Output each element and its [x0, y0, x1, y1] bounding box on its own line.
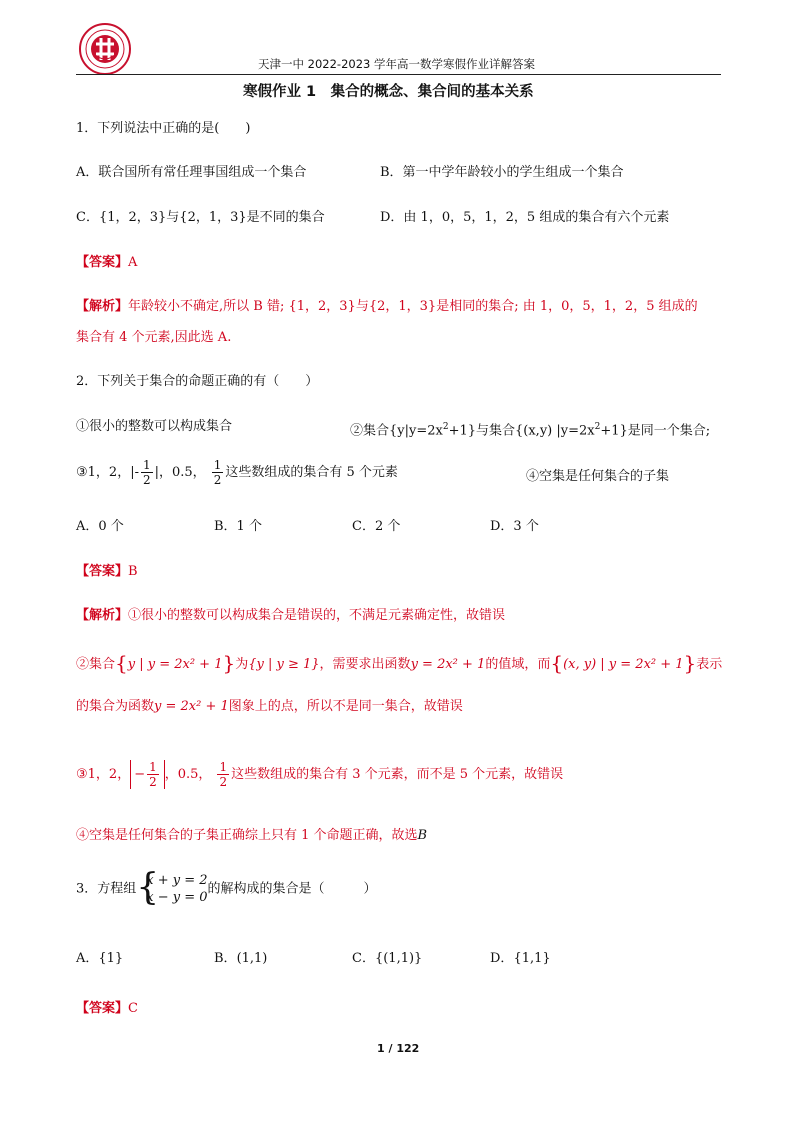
analysis-text: 图象上的点，所以不是同一集合，故错误: [228, 699, 463, 714]
q1-answer: [76, 254, 137, 272]
left-brace: {: [115, 651, 128, 675]
p3-part: 这些数组成的集合有 5 个元素: [225, 465, 398, 480]
analysis-text: ②集合: [76, 657, 116, 672]
right-brace: }: [222, 651, 236, 675]
analysis-text: ④空集是任何集合的子集正确综上只有 1 个命题正确，故选: [76, 828, 418, 843]
q1-option-b: B．第一中学年龄较小的学生组成一个集合: [380, 165, 624, 180]
p2-part: +1}与集合{(x,y) |y=2x: [448, 423, 595, 439]
analysis-text: ①很小的整数可以构成集合是错误的，不满足元素确定性，故错误: [128, 608, 506, 623]
school-emblem-icon: [78, 22, 132, 76]
equation-system: [136, 867, 208, 908]
analysis-text: ，需要求出函数: [319, 657, 411, 672]
option-label: B．: [214, 951, 237, 966]
analysis-text: 的值域，而: [485, 657, 551, 672]
fraction: [212, 458, 224, 487]
answer-value: B: [128, 564, 138, 579]
option-label: A．: [76, 951, 99, 966]
q2-analysis-3: [76, 760, 563, 789]
q3-option-a: [76, 950, 123, 968]
q2-proposition-1: ①很小的整数可以构成集合: [76, 419, 233, 434]
option-label: C．: [352, 951, 375, 966]
q2-answer: [76, 563, 138, 581]
page-number: 1 / 122: [377, 1042, 420, 1055]
fraction-denominator: 2: [213, 473, 222, 487]
analysis-text: 这些数组成的集合有 3 个元素，而不是 5 个元素，故错误: [231, 767, 564, 782]
p2-sup: 2: [442, 422, 449, 432]
p2-sup: 2: [594, 422, 601, 432]
q3-stem: [76, 867, 377, 908]
q2-analysis-1: [76, 607, 505, 625]
q3-answer: [76, 1000, 138, 1018]
page-header: 天津一中 2022-2023 学年高一数学寒假作业详解答案: [258, 57, 535, 71]
q2-proposition-4: ④空集是任何集合的子集: [526, 469, 670, 484]
p2-part: ②集合{y|y=2x: [350, 423, 443, 439]
q2-option-d: D．3 个: [490, 519, 539, 534]
fraction-denominator: 2: [142, 473, 151, 487]
answer-value: C: [128, 1001, 138, 1016]
math-expr: B: [417, 828, 428, 843]
option-value: {(1,1)}: [374, 951, 423, 966]
q2-analysis-4: [76, 827, 427, 845]
q3-option-c: [352, 950, 422, 968]
q1-option-d: D．由 1，0，5，1，2，5 组成的集合有六个元素: [380, 210, 670, 225]
fraction-numerator: 1: [142, 458, 151, 472]
q2-option-b: B．1 个: [214, 519, 262, 534]
fraction: [147, 760, 159, 789]
q1-option-c: C．{1，2，3}与{2，1，3}是不同的集合: [76, 210, 325, 225]
option-value: {1}: [98, 951, 124, 966]
system-brace: {: [136, 867, 160, 908]
math-expr: y = 2x² + 1: [410, 657, 486, 672]
header-rule: [76, 74, 721, 75]
q2-analysis-2: [76, 651, 723, 675]
answer-value: A: [128, 255, 138, 270]
q2-proposition-2: [350, 418, 710, 440]
q1-analysis-line2: 集合有 4 个元素,因此选 A.: [76, 330, 232, 345]
q1-stem: 1．下列说法中正确的是( ): [76, 121, 251, 136]
p2-part: +1}是同一个集合;: [600, 423, 711, 439]
option-value: {1,1}: [513, 951, 551, 966]
q1-option-a: A．联合国所有常任理事国组成一个集合: [76, 165, 307, 180]
q2-option-a: A．0 个: [76, 519, 124, 534]
absolute-value: − $\frac{1}{2}$: [130, 760, 165, 789]
left-brace: {: [550, 651, 564, 675]
answer-tag: 【答案】: [76, 255, 129, 270]
q3-option-b: [214, 950, 267, 968]
fraction: [217, 760, 229, 789]
answer-tag: 【答案】: [76, 1001, 129, 1016]
q2-proposition-3: [76, 458, 398, 487]
option-value: (1,1): [236, 951, 268, 966]
q1-analysis-line1: [76, 298, 698, 316]
math-expr: y = 2x² + 1: [154, 699, 229, 714]
page-title: 寒假作业 1 集合的概念、集合间的基本关系: [243, 84, 534, 100]
fraction-numerator: 1: [149, 760, 157, 774]
analysis-text: 为: [235, 657, 249, 672]
right-brace: }: [683, 651, 697, 675]
q2-option-c: C．2 个: [352, 519, 401, 534]
fraction: [141, 458, 153, 487]
fraction-numerator: 1: [219, 760, 228, 774]
analysis-text: 表示: [696, 657, 723, 672]
analysis-text: 年龄较小不确定,所以 B 错; {1，2，3}与{2，1，3}是相同的集合; 由 1，0，5，1，2，5 组成的: [128, 299, 698, 314]
fraction-denominator: 2: [219, 775, 228, 789]
fraction-denominator: 2: [149, 775, 157, 789]
analysis-tag: 【解析】: [76, 299, 129, 314]
analysis-text: ③1，2，: [76, 767, 131, 782]
q3-option-d: [490, 950, 551, 968]
q2-stem: 2．下列关于集合的命题正确的有（ ）: [76, 374, 319, 389]
equation-2: x − y = 0: [146, 890, 208, 905]
q3-stem-text: 的解构成的集合是（ ）: [207, 881, 377, 897]
p3-part: |，0.5，: [154, 465, 206, 480]
math-expr: {y | y ≥ 1}: [248, 657, 320, 672]
analysis-text: 的集合为函数: [76, 699, 155, 714]
math-expr: (x, y) | y = 2x² + 1: [563, 657, 684, 672]
fraction-numerator: 1: [213, 458, 222, 472]
analysis-tag: 【解析】: [76, 608, 129, 623]
analysis-text: ，0.5，: [164, 767, 212, 782]
q3-stem-text: 3．方程组: [76, 881, 137, 897]
math-expr: y | y = 2x² + 1: [127, 657, 223, 672]
p3-part: ③1，2，|-: [76, 465, 139, 480]
answer-tag: 【答案】: [76, 564, 129, 579]
q2-analysis-2-cont: [76, 698, 463, 716]
option-label: D．: [490, 951, 514, 966]
equation-1: x + y = 2: [146, 873, 208, 888]
